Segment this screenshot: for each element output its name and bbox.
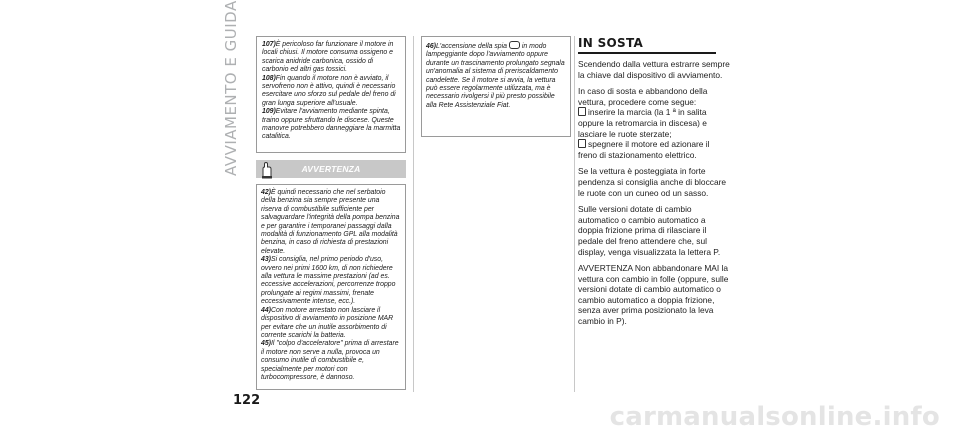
paragraph: Scendendo dalla vettura estrarre sempre la chiave dal dispositivo di avviamento. — [578, 59, 730, 80]
notes-box-top — [256, 36, 406, 153]
note-46-box — [421, 36, 571, 137]
note-text: Si consiglia, nel primo periodo d'uso, ovvero nei primi 1600 km, di non richiedere alla vettura le massime prestazioni (ad es. eccessive accelerazioni, percorrenze troppo prolungate ai regimi massimi, frenate eccessivamente intense, ecc.). — [261, 256, 396, 306]
bullet-item: spegnere il motore ed azionare il freno di stazionamento elettrico. — [578, 139, 710, 160]
warning-label: AVVERTENZA — [301, 164, 361, 174]
warning-note-44 — [261, 307, 401, 341]
note-107 — [262, 41, 401, 75]
note-46 — [426, 41, 566, 110]
bullet-box-icon — [578, 107, 586, 116]
note-text: Con motore arrestato non lasciare il dispositivo di avviamento in posizione MAR per evitare che un inutile assorbimento di corrente scarichi la batteria. — [261, 306, 394, 339]
note-number: 108) — [262, 74, 276, 82]
paragraph — [578, 86, 730, 160]
note-text-before: L'accensione della spia — [435, 43, 508, 50]
warning-note-42 — [261, 189, 401, 256]
warning-header — [256, 160, 406, 178]
note-number: 109) — [262, 108, 276, 116]
warning-box — [256, 184, 406, 390]
bullet-item: inserire la marcia (la 1 ª in salita oppure la retromarcia in discesa) e lasciare le ruote sterzate; — [578, 107, 707, 139]
section-in-sosta — [578, 36, 730, 333]
warning-note-43 — [261, 256, 401, 306]
note-number: 107) — [262, 41, 276, 48]
note-text: Evitare l'avviamento mediante spinta, traino oppure sfruttando le discese. Queste manovre potrebbero danneggiare la marmitta catalitica. — [262, 108, 401, 141]
note-109 — [262, 108, 401, 142]
watermark: carmanualsonline.info — [609, 402, 940, 432]
paragraph-intro: In caso di sosta e abbandono della vettura, procedere come segue: — [578, 86, 708, 107]
paragraph: AVVERTENZA Non abbandonare MAI la vettura con cambio in folle (oppure, sulle versioni dotate di cambio automatico o cambio automatico a doppia frizione, senza aver prima posizionato la leva cambio in P). — [578, 263, 729, 327]
note-text: È pericoloso far funzionare il motore in locali chiusi. Il motore consuma ossigeno e scarica anidride carbonica, ossido di carbonio ed altri gas tossici. — [262, 41, 394, 74]
note-108 — [262, 75, 401, 109]
section-title-rule — [578, 52, 716, 54]
note-number: 44) — [261, 306, 271, 314]
paragraph: Sulle versioni dotate di cambio automatico o cambio automatico a doppia frizione prima di rilasciare il pedale del freno attendere che, sul display, venga visualizzata la lettera P. — [578, 204, 721, 257]
note-text: Il "colpo d'acceleratore" prima di arrestare il motore non serve a nulla, provoca un consumo inutile di combustibile e, specialmente per motori con turbocompressore, è dannoso. — [261, 340, 399, 381]
column-divider — [413, 36, 414, 392]
side-chapter-title: AVVIAMENTO E GUIDA — [222, 0, 240, 176]
section-title: IN SOSTA — [578, 36, 644, 50]
notes-column-middle — [421, 36, 571, 137]
note-text-after: in modo lampeggiante dopo l'avviamento oppure durante un trascinamento prolungato segnala un'anomalia al sistema di preriscaldamento candelette. Se il motore si avvia, la vettura può essere regolarmente utilizzata, ma è necessario rivolgersi il più presto possibile alla Rete Assistenziale Fiat. — [426, 43, 565, 109]
note-number: 45) — [261, 340, 271, 348]
note-text: È quindi necessario che nel serbatoio della benzina sia sempre presente una riserva di combustibile sufficiente per salvaguardare l'integrità della pompa benzina e per garantire i temporanei passaggi dalla modalità di funzionamento GPL alla modalità benzina, in caso di richiesta di prestazioni elevate. — [261, 189, 400, 255]
note-number: 43) — [261, 256, 271, 264]
column-divider — [574, 36, 575, 392]
note-number: 46) — [426, 43, 436, 50]
warning-note-45 — [261, 340, 401, 382]
paragraph: Se la vettura è posteggiata in forte pendenza si consiglia anche di bloccare le ruote con un cuneo od un sasso. — [578, 166, 727, 198]
hand-warning-icon — [260, 161, 274, 179]
page-number: 122 — [233, 393, 261, 408]
note-number: 42) — [261, 189, 271, 196]
glow-plug-lamp-icon — [509, 41, 520, 49]
note-text: Fin quando il motore non è avviato, il servofreno non è attivo, quindi è necessario esercitare uno sforzo sul pedale del freno di gran lunga superiore all'usuale. — [262, 74, 396, 107]
notes-column-left — [256, 36, 406, 153]
bullet-box-icon — [578, 139, 586, 148]
